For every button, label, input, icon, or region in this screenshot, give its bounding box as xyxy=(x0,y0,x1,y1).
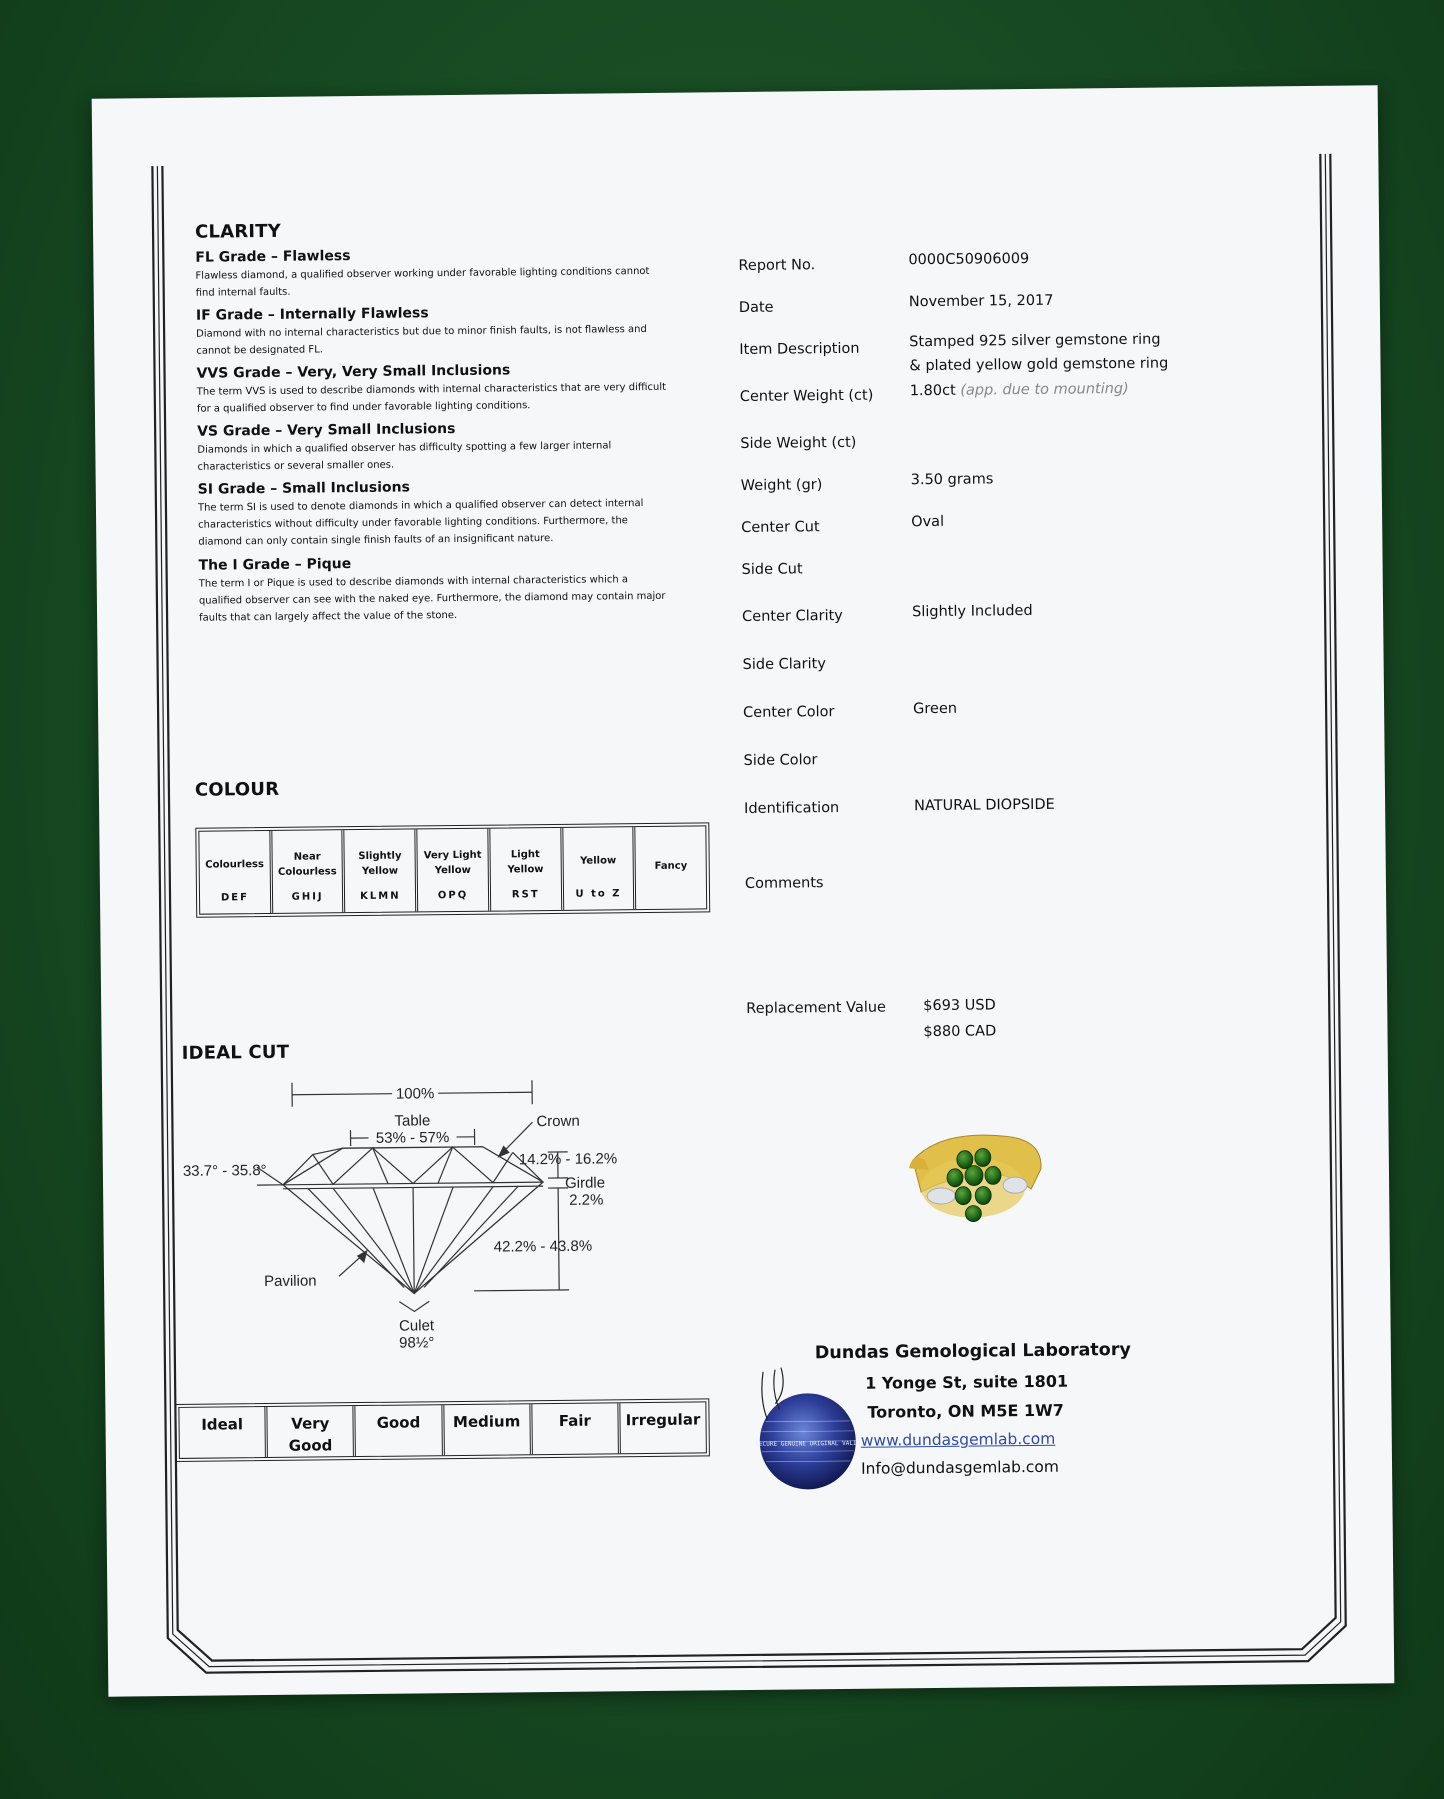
cut-grade-cell: Irregular xyxy=(625,1410,701,1430)
colour-scale-table xyxy=(195,822,710,917)
colour-scale-cell: Slightly Yellow KLMN xyxy=(345,829,419,912)
field-value-center-clarity: Slightly Included xyxy=(912,602,1033,621)
colour-scale-cell: Very Light Yellow OPQ xyxy=(417,829,491,912)
clarity-grade-title: FL Grade – Flawless xyxy=(195,248,351,266)
field-value-center-cut: Oval xyxy=(911,513,945,531)
cut-grade-cell: Good xyxy=(356,1405,445,1456)
colour-scale-cell: Fancy xyxy=(654,860,688,872)
cut-grade-cell: Medium xyxy=(444,1404,533,1455)
replacement-value-usd: $693 USD xyxy=(923,997,996,1015)
field-value-center-weight: 1.80ct (app. due to mounting) xyxy=(909,380,1129,400)
field-label-side-color: Side Color xyxy=(743,752,818,769)
field-label-comments: Comments xyxy=(744,875,824,892)
field-value-identification: NATURAL DIOPSIDE xyxy=(914,796,1055,815)
pavilion-depth-label: 42.2% - 43.8% xyxy=(493,1237,593,1256)
lab-website-link[interactable]: www.dundasgemlab.com xyxy=(860,1429,1056,1450)
field-label-report-no: Report No. xyxy=(738,257,816,275)
cut-grade-cell: Fair xyxy=(532,1403,621,1454)
pavilion-label: Pavilion xyxy=(263,1272,317,1291)
cut-grade-cell: Ideal xyxy=(179,1407,268,1458)
culet-value-label: 98½° xyxy=(399,1334,435,1352)
lab-address-line2: Toronto, ON M5E 1W7 xyxy=(867,1400,1064,1422)
lab-name: Dundas Gemological Laboratory xyxy=(814,1339,1131,1364)
table-label: Table xyxy=(394,1112,431,1130)
cut-grade-table xyxy=(175,1398,710,1462)
field-label-center-cut: Center Cut xyxy=(741,519,820,536)
field-value-date: November 15, 2017 xyxy=(908,292,1054,311)
field-value-center-color: Green xyxy=(913,700,958,718)
diamond-proportion-diagram xyxy=(172,1062,715,1368)
crown-height-label: 14.2% - 16.2% xyxy=(518,1150,618,1169)
cut-grade-cell: Very Good xyxy=(268,1406,357,1457)
clarity-grade-title: The I Grade – Pique xyxy=(198,556,352,574)
ideal-cut-heading: IDEAL CUT xyxy=(181,1041,290,1064)
clarity-grade-title: VVS Grade – Very, Very Small Inclusions xyxy=(196,362,511,382)
clarity-heading: CLARITY xyxy=(194,220,282,243)
clarity-grade-title: SI Grade – Small Inclusions xyxy=(197,479,410,498)
crown-label: Crown xyxy=(536,1112,580,1131)
seal-text: SECURE GENUINE ORIGINAL VALID xyxy=(755,1439,861,1448)
field-label-center-clarity: Center Clarity xyxy=(742,607,843,625)
colour-heading: COLOUR xyxy=(194,778,280,801)
replacement-value-cad: $880 CAD xyxy=(923,1023,997,1041)
clarity-grade-title: IF Grade – Internally Flawless xyxy=(195,305,429,324)
ring-photo xyxy=(903,1129,1054,1241)
crown-angle-label: 33.7° - 35.8° xyxy=(182,1162,267,1180)
clarity-grade-description: Diamonds in which a qualified observer has difficulty spotting a few larger internal characteristics or several smaller ones. xyxy=(197,440,612,473)
culet-label: Culet xyxy=(398,1317,435,1335)
colour-scale-cell: Light Yellow RST xyxy=(490,828,564,911)
field-label-date: Date xyxy=(738,299,774,317)
clarity-grade-description: The term SI is used to denote diamonds in which a qualified observer can detect internal characteristics without difficulty under favorable lighting conditions. Furthermore, the diamond can only contain single finish faults of an insignificant nature. xyxy=(197,498,644,548)
certificate-paper xyxy=(92,85,1395,1696)
center-weight-note: (app. due to mounting) xyxy=(960,380,1129,399)
clarity-grade-description: The term VVS is used to describe diamonds with internal characteristics that are very difficult for a qualified observer to find under favorable lighting conditions. xyxy=(196,381,667,415)
girdle-value-label: 2.2% xyxy=(569,1191,604,1209)
colour-scale-cell: Near Colourless GHIJ xyxy=(272,830,346,913)
table-range-label: 53% - 57% xyxy=(375,1129,450,1147)
field-label-center-color: Center Color xyxy=(743,704,835,721)
lab-email[interactable]: Info@dundasgemlab.com xyxy=(860,1457,1060,1478)
field-label-side-cut: Side Cut xyxy=(741,561,803,578)
field-label-side-clarity: Side Clarity xyxy=(742,656,826,673)
field-value-item-description-line2: & plated yellow gold gemstone ring xyxy=(909,355,1169,375)
field-label-side-weight: Side Weight (ct) xyxy=(740,434,857,453)
colour-scale-cell: Colourless DEF xyxy=(199,831,273,914)
clarity-grade-description: The term I or Pique is used to describe diamonds with internal characteristics which a qualified observer can see with the naked eye. Furthermore, the diamond may contain major faults that can largely affect the value of the stone. xyxy=(198,574,666,624)
clarity-grade-description: Flawless diamond, a qualified observer working under favorable lighting conditions cannot find internal faults. xyxy=(195,265,650,299)
field-label-weight-gr: Weight (gr) xyxy=(740,477,823,495)
clarity-grade-description: Diamond with no internal characteristics but due to minor finish faults, is not flawless and cannot be designated FL. xyxy=(196,323,647,357)
clarity-grade-title: VS Grade – Very Small Inclusions xyxy=(197,420,456,440)
girdle-label: Girdle xyxy=(564,1174,606,1192)
field-value-weight-gr: 3.50 grams xyxy=(910,471,994,489)
field-value-item-description: Stamped 925 silver gemstone ring xyxy=(909,331,1161,351)
replacement-value-label: Replacement Value xyxy=(746,999,887,1017)
lab-address-line1: 1 Yonge St, suite 1801 xyxy=(865,1371,1069,1393)
field-label-center-weight: Center Weight (ct) xyxy=(739,387,874,406)
security-seal xyxy=(745,1359,866,1500)
field-value-report-no: 0000C50906009 xyxy=(908,250,1030,269)
total-width-label: 100% xyxy=(395,1085,435,1103)
colour-scale-cell: Yellow U to Z xyxy=(563,827,637,910)
field-label-identification: Identification xyxy=(744,799,840,817)
field-label-item-description: Item Description xyxy=(739,340,860,359)
